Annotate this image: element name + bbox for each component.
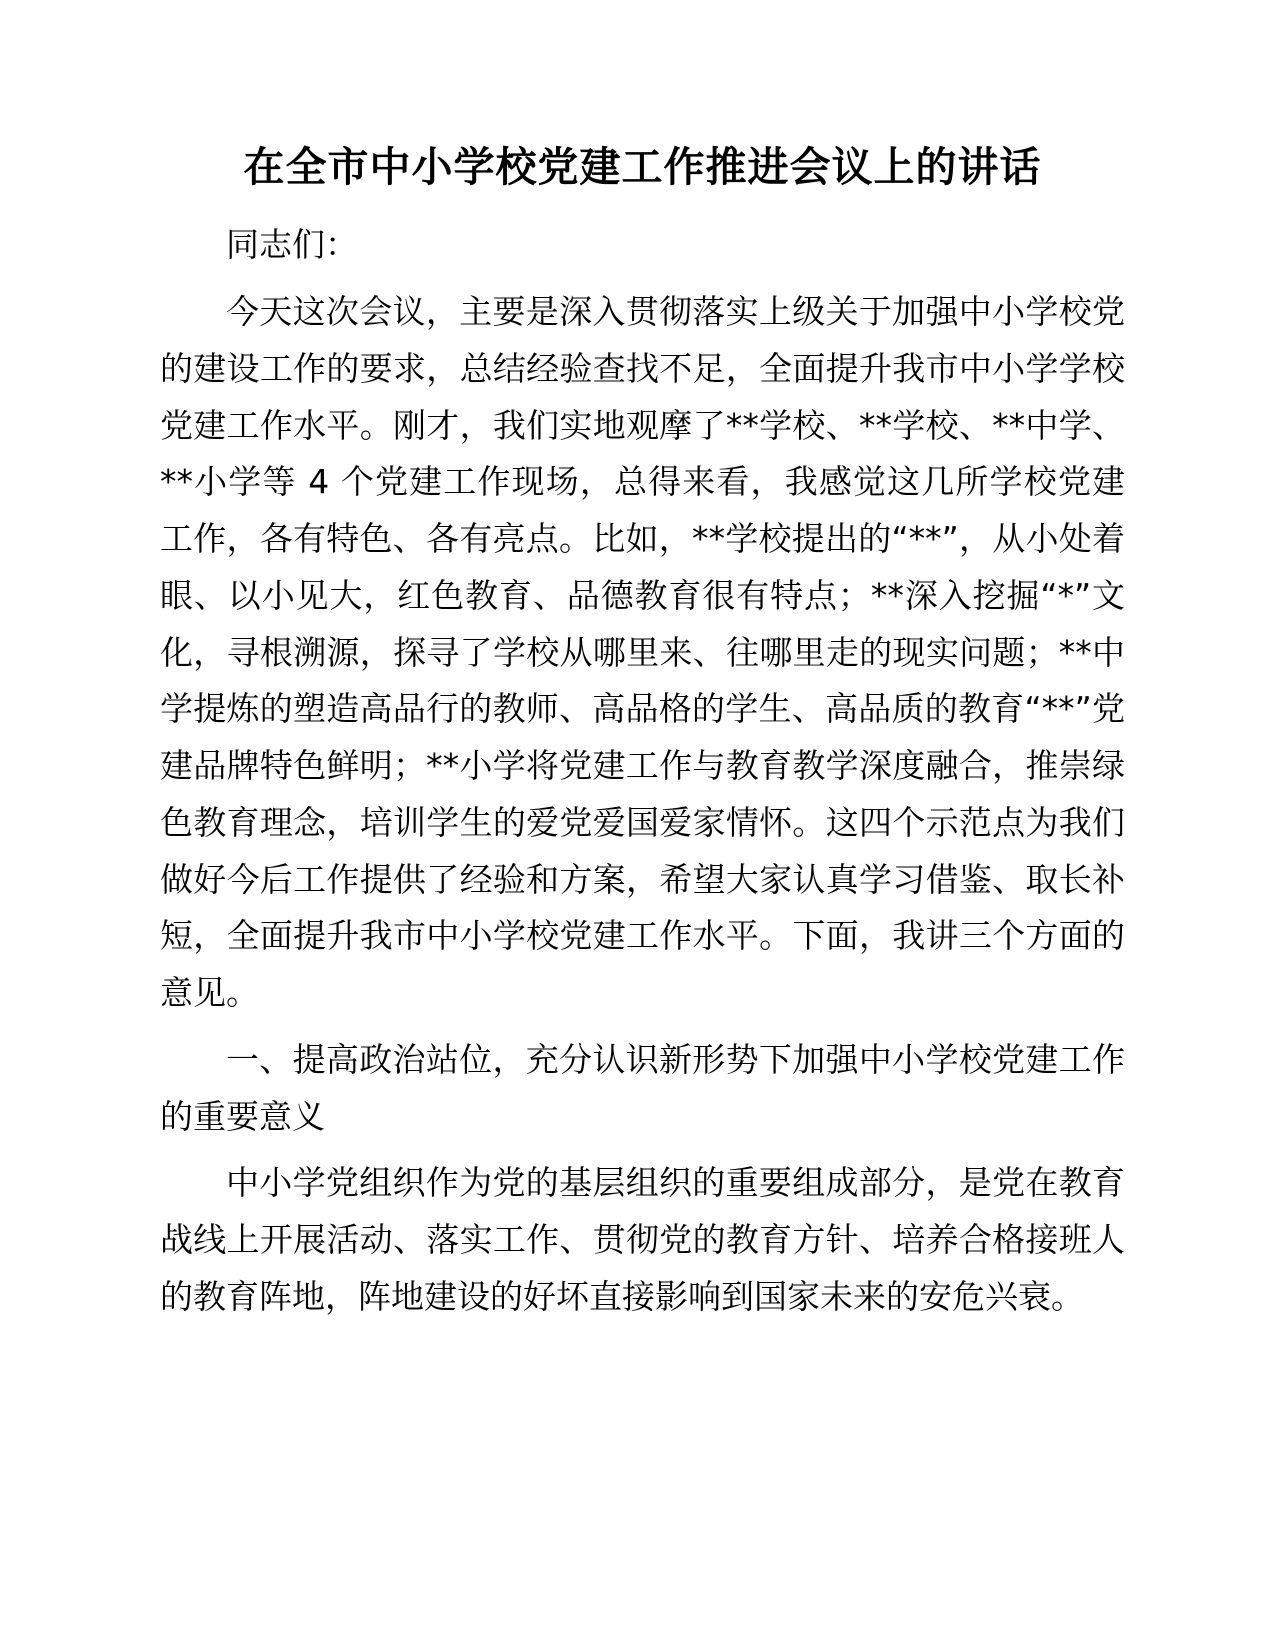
section-heading-one: 一、提高政治站位，充分认识新形势下加强中小学校党建工作的重要意义	[160, 1039, 1125, 1136]
page-title: 在全市中小学校党建工作推进会议上的讲话	[243, 143, 1042, 191]
salutation: 同志们：	[226, 225, 358, 265]
paragraph-opening: 今天这次会议，主要是深入贯彻落实上级关于加强中小学校党的建设工作的要求，总结经验查找不足，全面提升我市中小学学校党建工作水平。刚才，我们实地观摩了**学校、**学校、**中学、**小学等 4 个党建工作现场，总得来看，我感觉这几所学校党建工作，各有特色、各有亮点。比如，**学校提出的“**”，从小处着眼、以小见大，红色教育、品德教育很有特点；**深入挖掘“*”文化，寻根溯源，探寻了学校从哪里来、往哪里走的现实问题；**中学提炼的塑造高品行的教师、高品格的学生、高品质的教育“**”党建品牌特色鲜明；**小学将党建工作与教育教学深度融合，推崇绿色教育理念，培训学生的爱党爱国爱家情怀。这四个示范点为我们做好今后工作提供了经验和方案，希望大家认真学习借鉴、取长补短，全面提升我市中小学校党建工作水平。下面，我讲三个方面的意见。	[160, 292, 1125, 1013]
paragraph-section-one-body: 中小学党组织作为党的基层组织的重要组成部分，是党在教育战线上开展活动、落实工作、贯彻党的教育方针、培养合格接班人的教育阵地，阵地建设的好坏直接影响到国家未来的安危兴衰。	[160, 1163, 1125, 1316]
